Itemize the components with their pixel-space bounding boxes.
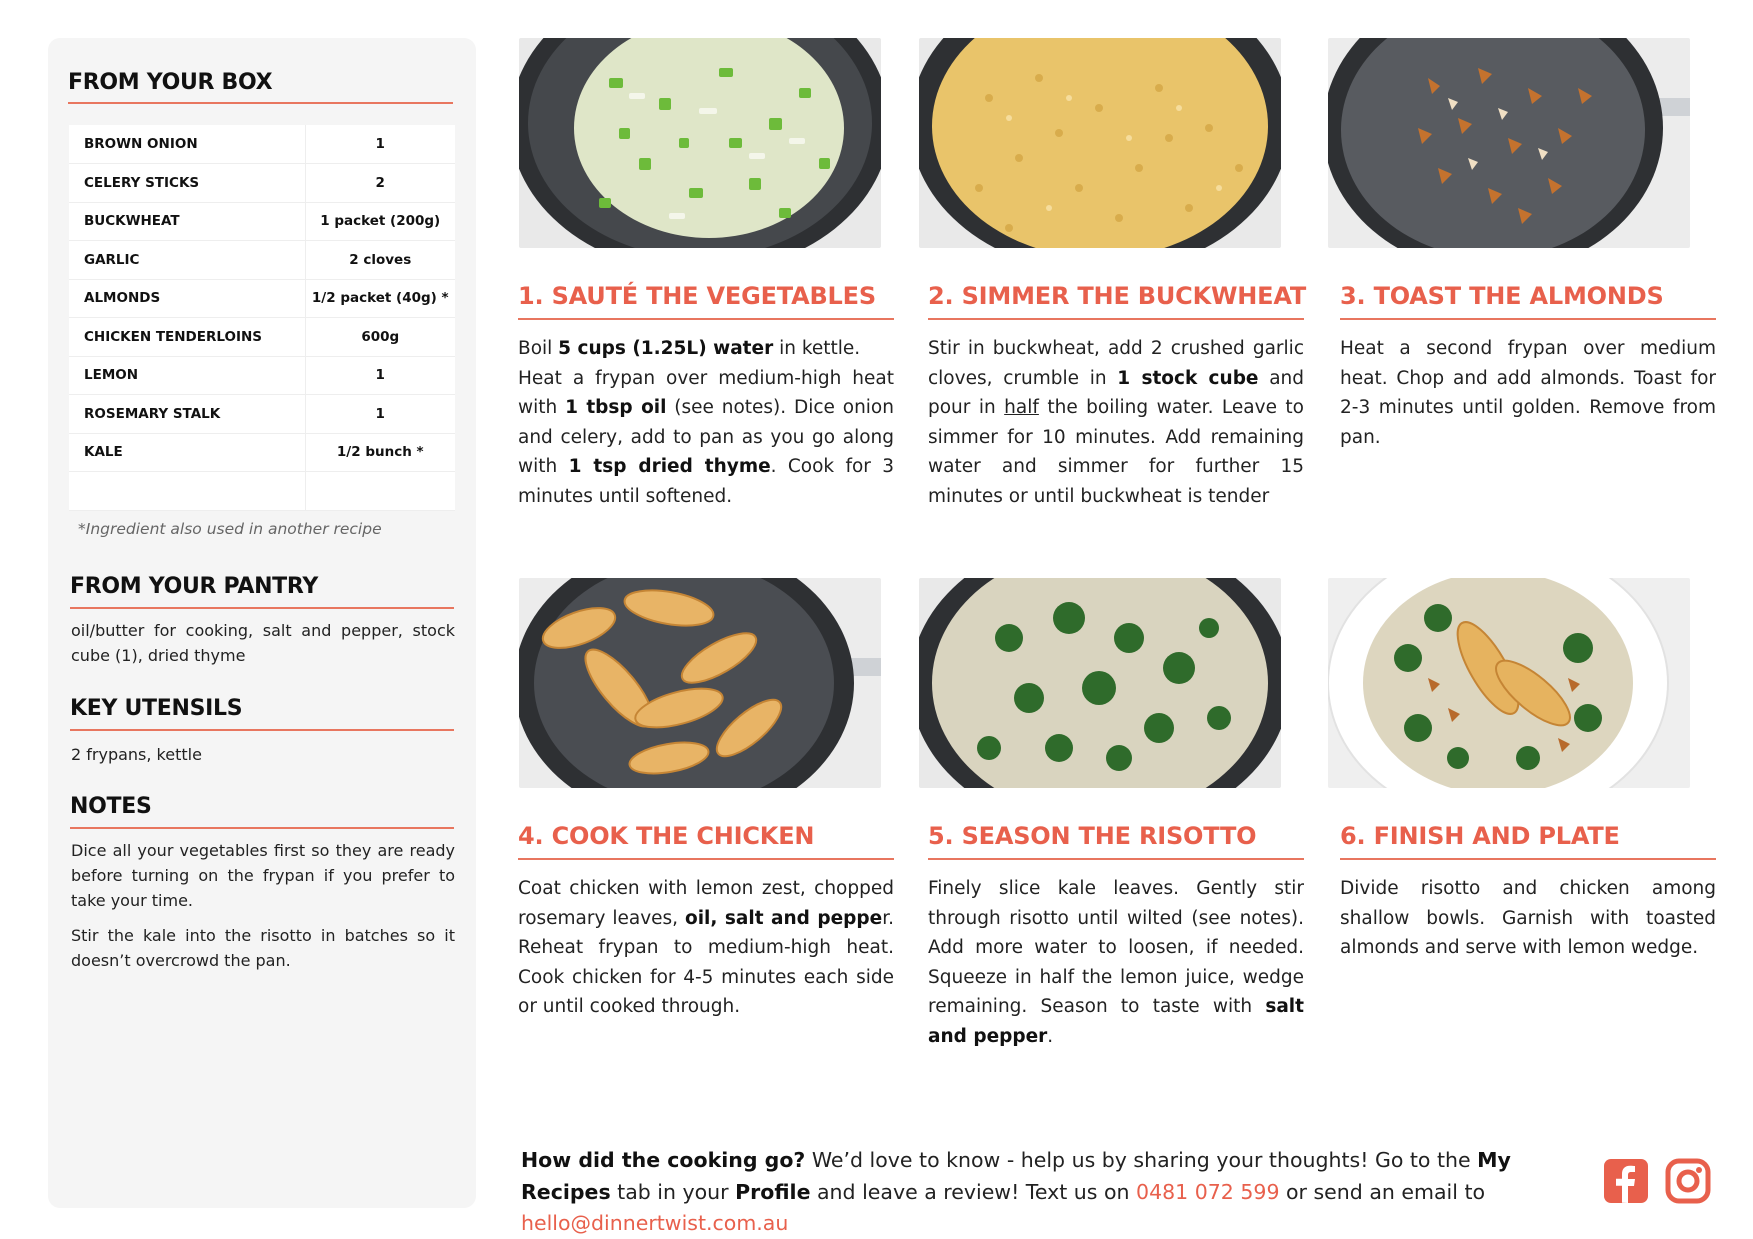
notes-heading-rule [70, 827, 454, 829]
step-6-body: Divide risotto and chicken among shallow bowls. Garnish with toasted almonds and serve with lemon wedge. [1340, 878, 1716, 958]
my-recipes-link: My Recipes [521, 1148, 1511, 1204]
table-row-empty [69, 472, 455, 511]
ingredient-qty: 600g [305, 318, 455, 357]
table-row [69, 279, 455, 318]
table-row [69, 202, 455, 241]
table-row [69, 125, 455, 164]
ingredient-name: KALE [69, 433, 305, 472]
ingredient-name: ROSEMARY STALK [69, 395, 305, 434]
ingredient-name: LEMON [69, 356, 305, 395]
notes-paragraph-2: Stir the kale into the risotto in batches so it doesn’t overcrowd the pan. [71, 926, 455, 970]
ingredient-qty: 2 cloves [305, 241, 455, 280]
ingredient-qty: 1/2 packet (40g) * [305, 279, 455, 318]
step-4-photo [519, 578, 881, 788]
step-4-body: Coat chicken with lemon zest, chopped rosemary leaves, oil, salt and pepper. Reheat frypan to medium-high heat. Cook chicken for 4-5 minutes each side or until cooked through. [518, 878, 894, 1017]
table-row [69, 241, 455, 280]
step-1-body: Boil 5 cups (1.25L) water in kettle. Heat a frypan over medium-high heat with 1 tbsp oil (see notes). Dice onion and celery, add to pan as you go along with 1 tsp dried thyme. Cook for 3 minutes until softened. [518, 338, 894, 507]
step-6-rule [1340, 858, 1716, 860]
ingredient-name: BUCKWHEAT [69, 202, 305, 241]
step-3-title: 3. TOAST THE ALMONDS [1340, 282, 1664, 310]
ingredient-qty: 1 [305, 395, 455, 434]
ingredient-qty: 2 [305, 164, 455, 203]
step-3-rule [1340, 318, 1716, 320]
table-row [69, 164, 455, 203]
step-5-photo [919, 578, 1281, 788]
ingredient-footnote: *Ingredient also used in another recipe [78, 520, 382, 538]
table-row [69, 395, 455, 434]
step-5-body: Finely slice kale leaves. Gently stir through risotto until wilted (see notes). Add more water to loosen, if needed. Squeeze in half the lemon juice, wedge remaining. Season to taste with salt and pepper. [928, 878, 1304, 1047]
step-1-title: 1. SAUTÉ THE VEGETABLES [518, 282, 876, 310]
ingredient-name: CHICKEN TENDERLOINS [69, 318, 305, 357]
step-5-title: 5. SEASON THE RISOTTO [928, 822, 1257, 850]
ingredient-qty: 1 packet (200g) [305, 202, 455, 241]
step-2-title: 2. SIMMER THE BUCKWHEAT [928, 282, 1307, 310]
step-6-title: 6. FINISH AND PLATE [1340, 822, 1620, 850]
ingredient-qty: 1 [305, 125, 455, 164]
table-row [69, 356, 455, 395]
ingredient-qty: 1/2 bunch * [305, 433, 455, 472]
utensils-heading-rule [70, 729, 454, 731]
ingredients-sidebar [48, 38, 476, 1208]
pantry-text: oil/butter for cooking, salt and pepper, stock cube (1), dried thyme [71, 621, 455, 665]
feedback-footer: How did the cooking go? We’d love to know - help us by sharing your thoughts! Go to the My Recipes tab in your Profile and leave a review! Text us on 0481 072 599 or send an email to hello@dinnertwist.com.au [521, 1148, 1511, 1235]
step-3-body: Heat a second frypan over medium heat. Chop and add almonds. Toast for 2-3 minutes until golden. Remove from pan. [1340, 338, 1716, 448]
footer-lead: How did the cooking go? [521, 1148, 806, 1172]
profile-link: Profile [735, 1179, 811, 1204]
step-4-title: 4. COOK THE CHICKEN [518, 822, 815, 850]
pantry-heading-rule [70, 607, 454, 609]
box-heading: FROM YOUR BOX [68, 70, 273, 95]
step-6-photo [1328, 578, 1690, 788]
ingredient-name: BROWN ONION [69, 125, 305, 164]
table-row [69, 433, 455, 472]
step-3-photo [1328, 38, 1690, 248]
step-2-body: Stir in buckwheat, add 2 crushed garlic cloves, crumble in 1 stock cube and pour in half the boiling water. Leave to simmer for 10 minutes. Add remaining water and simmer for further 15 minutes or until buckwheat is tender [928, 338, 1305, 507]
step-5-rule [928, 858, 1304, 860]
table-row [69, 318, 455, 357]
pantry-heading: FROM YOUR PANTRY [70, 574, 318, 599]
facebook-icon[interactable] [1603, 1158, 1649, 1208]
utensils-heading: KEY UTENSILS [70, 696, 243, 721]
notes-paragraph-1: Dice all your vegetables first so they are ready before turning on the frypan if you prefer to take your time. [71, 841, 455, 910]
ingredient-name: ALMONDS [69, 279, 305, 318]
ingredient-qty: 1 [305, 356, 455, 395]
step-1-photo [519, 38, 881, 248]
notes-heading: NOTES [70, 794, 152, 819]
ingredient-name: GARLIC [69, 241, 305, 280]
ingredients-table [69, 125, 455, 511]
email-link[interactable]: hello@dinnertwist.com.au [521, 1211, 789, 1235]
step-2-photo [919, 38, 1281, 248]
box-heading-rule [68, 102, 453, 104]
step-2-rule [928, 318, 1304, 320]
utensils-text: 2 frypans, kettle [71, 745, 202, 764]
step-4-rule [518, 858, 894, 860]
instagram-icon[interactable] [1665, 1158, 1711, 1208]
step-1-rule [518, 318, 894, 320]
phone-link[interactable]: 0481 072 599 [1136, 1179, 1280, 1204]
ingredient-name: CELERY STICKS [69, 164, 305, 203]
